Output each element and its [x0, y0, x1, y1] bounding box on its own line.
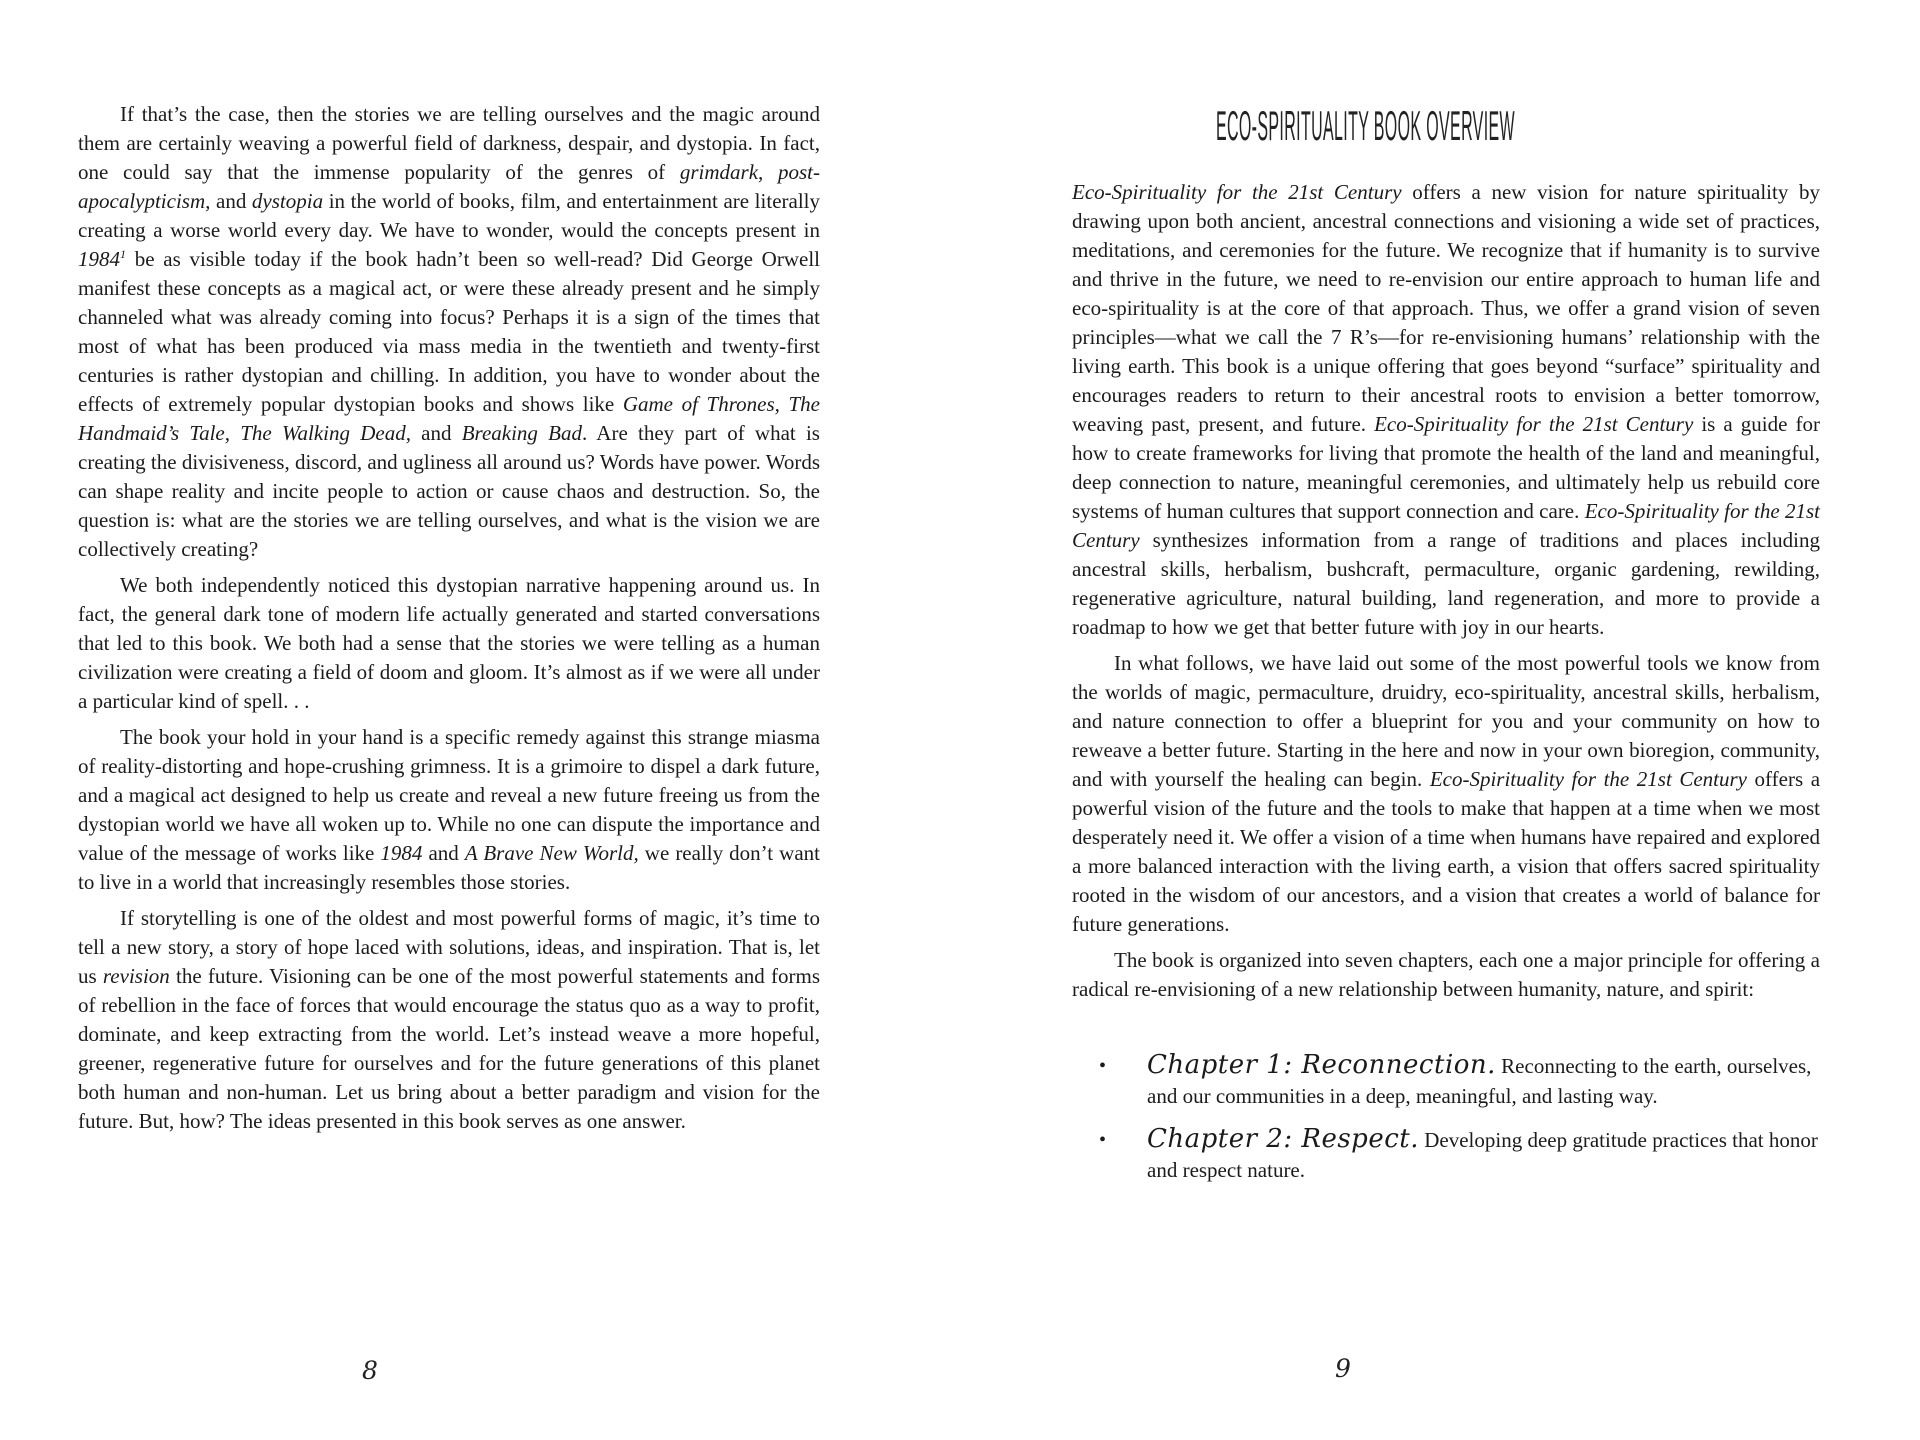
chapter-label: Chapter 2: Respect.: [1147, 1124, 1419, 1154]
chapter-bullet-list: [1072, 1050, 1820, 1185]
body-paragraph: Eco-Spirituality for the 21st Century offers a new vision for nature spirituality by drawing upon both ancient, ancestral connections and visioning a wide set of practices, meditations, and ceremonies for the future. We recognize that if humanity is to survive and thrive in the future, we need to re-envision our entire approach to human life and eco-spirituality is at the core of that approach. Thus, we offer a grand vision of seven principles—what we call the 7 R’s—for re-envisioning humans’ relationship with the living earth. This book is a unique offering that goes beyond “surface” spirituality and encourages readers to return to their ancestral roots to envision a better tomorrow, weaving past, present, and future. Eco-Spirituality for the 21st Century is a guide for how to create frameworks for living that promote the health of the land and meaningful, deep connection to nature, meaningful ceremonies, and ultimately help us rebuild core systems of human cultures that support connection and care. Eco-Spirituality for the 21st Century synthesizes information from a range of traditions and places including ancestral skills, herbalism, bushcraft, permaculture, organic gardening, rewilding, regenerative agriculture, natural building, land regeneration, and more to provide a roadmap to how we get that better future with joy in our hearts.: [1072, 180, 1821, 639]
body-paragraph: The book is organized into seven chapters, each one a major principle for offering a radical re-envisioning of a new relationship between humanity, nature, and spirit:: [1072, 948, 1820, 1001]
bullet-icon: •: [1099, 1129, 1107, 1151]
left-page-body: [78, 100, 820, 1136]
section-title-wrap: [1072, 104, 1820, 148]
right-page: [1072, 104, 1820, 1185]
bullet-text: Developing deep gratitude practices that honor and respect nature.: [1147, 1128, 1818, 1182]
body-paragraph: If that’s the case, then the stories we are telling ourselves and the magic around them are certainly weaving a powerful field of darkness, despair, and dystopia. In fact, one could say that the immense popularity of the genres of grimdark, post-apocalypticism, and dystopia in the world of books, film, and entertainment are literally creating a worse world every day. We have to wonder, would the concepts present in 1984$^1$ be as visible today if the book hadn’t been so well-read? Did George Orwell manifest these concepts as a magical act, or were these already present and he simply channeled what was already coming into focus? Perhaps it is a sign of the times that most of what has been produced via mass media in the twentieth and twenty-first centuries is rather dystopian and chilling. In addition, you have to wonder about the effects of extremely popular dystopian books and shows like Game of Thrones, The Handmaid’s Tale, The Walking Dead, and Breaking Bad. Are they part of what is creating the divisiveness, discord, and ugliness all around us? Words have power. Words can shape reality and incite people to action or cause chaos and destruction. So, the question is: what are the stories we are telling ourselves, and what is the vision we are collectively creating?: [78, 102, 820, 561]
section-title: ECO-SPIRITUALITY BOOK OVERVIEW: [1215, 102, 1515, 149]
bullet-item: [1072, 1050, 1820, 1111]
body-paragraph: If storytelling is one of the oldest and most powerful forms of magic, it’s time to tell a new story, a story of hope laced with solutions, ideas, and inspiration. That is, let us revision the future. Visioning can be one of the most powerful statements and forms of rebellion in the face of forces that would encourage the status quo as a way to profit, dominate, and keep extracting from the world. Let’s instead weave a more hopeful, greener, regenerative future for ourselves and for the future generations of this planet both human and non-human. Let us bring about a better paradigm and vision for the future. But, how? The ideas presented in this book serves as one answer.: [78, 906, 820, 1133]
bullet-item: [1072, 1124, 1820, 1185]
body-paragraph: We both independently noticed this dystopian narrative happening around us. In fact, the general dark tone of modern life actually generated and started conversations that led to this book. We both had a sense that the stories we were telling as a human civilization were creating a field of doom and gloom. It’s almost as if we were all under a particular kind of spell. . .: [78, 573, 820, 713]
page-number-left: 8: [362, 1356, 378, 1385]
page-number-right: 9: [1335, 1354, 1351, 1383]
chapter-label: Chapter 1: Reconnection.: [1147, 1050, 1496, 1080]
bullet-text: Reconnecting to the earth, ourselves, and our communities in a deep, meaningful, and lasting way.: [1147, 1054, 1812, 1108]
bullet-icon: •: [1099, 1055, 1107, 1077]
left-page: [78, 100, 820, 1136]
body-paragraph: The book your hold in your hand is a specific remedy against this strange miasma of reality-distorting and hope-crushing grimness. It is a grimoire to dispel a dark future, and a magical act designed to help us create and reveal a new future freeing us from the dystopian world we have all woken up to. While no one can dispute the importance and value of the message of works like 1984 and A Brave New World, we really don’t want to live in a world that increasingly resembles those stories.: [78, 725, 820, 894]
body-paragraph: In what follows, we have laid out some of the most powerful tools we know from the worlds of magic, permaculture, druidry, eco-spirituality, ancestral skills, herbalism, and nature connection to offer a blueprint for you and your community on how to reweave a better future. Starting in the here and now in your own bioregion, community, and with yourself the healing can begin. Eco-Spirituality for the 21st Century offers a powerful vision of the future and the tools to make that happen at a time when we most desperately need it. We offer a vision of a time when humans have repaired and explored a more balanced interaction with the living earth, a vision that offers sacred spirituality rooted in the wisdom of our ancestors, and a vision that creates a world of balance for future generations.: [1072, 651, 1821, 936]
right-page-body: [1072, 178, 1820, 1004]
